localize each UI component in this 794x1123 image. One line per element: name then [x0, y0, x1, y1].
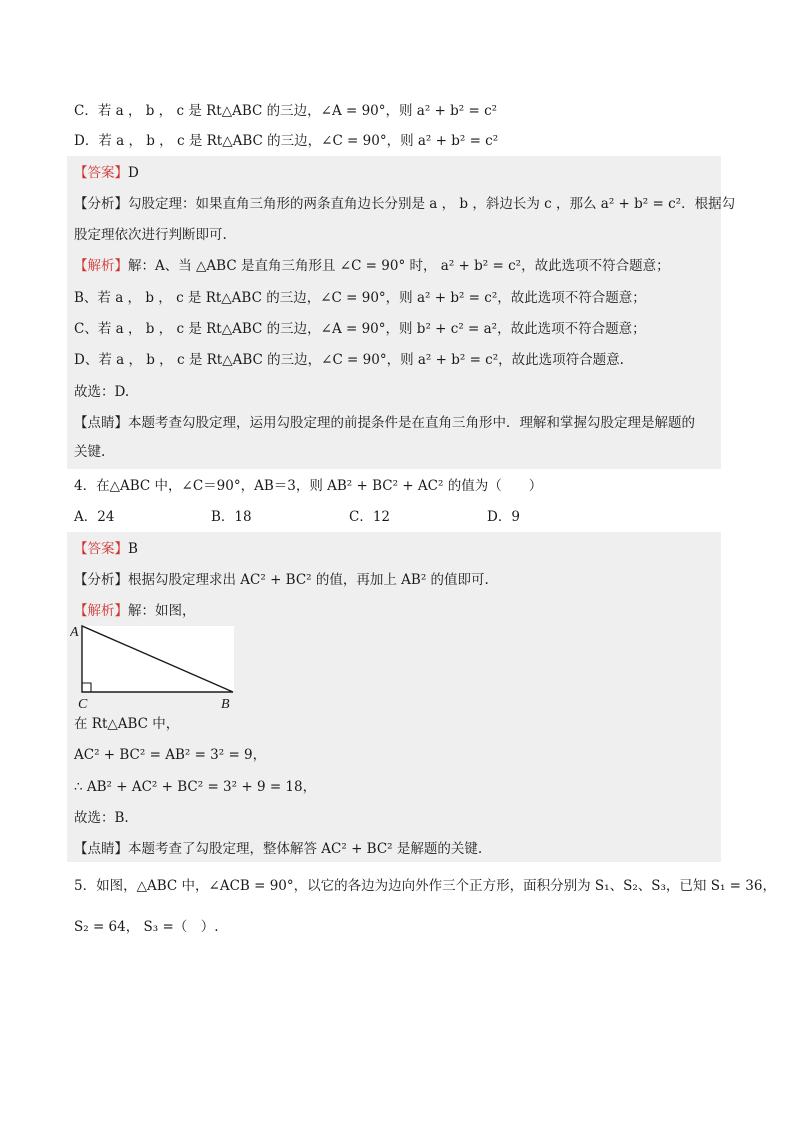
q4-answer-line — [74, 539, 138, 559]
comment-tag: 【点睛】 — [74, 415, 128, 431]
q3-comment-line-2: 关键. — [74, 444, 106, 460]
q3-answer-line — [74, 163, 139, 183]
solution-text: 解：A、当 △ABC 是直角三角形且 ∠C = 90° 时， a² + b² = c²，故此选项不符合题意； — [128, 258, 670, 274]
q5-line-1: 5．如图，△ABC 中，∠ACB = 90°，以它的各边为边向外作三个正方形，面积分别为 S₁、S₂、S₃，已知 S₁ = 36， — [74, 878, 776, 894]
q3-option-c: C．若 a ， b ， c 是 Rt△ABC 的三边，∠A = 90°，则 a² + b² = c² — [74, 103, 498, 119]
q4-option-d: D．9 — [487, 509, 520, 525]
q3-option-d: D．若 a ， b ， c 是 Rt△ABC 的三边，∠C = 90°，则 a² + b² = c² — [74, 133, 499, 149]
q4-question: 4．在△ABC 中，∠C＝90°，AB＝3，则 AB² + BC² + AC² 的值为（ ） — [74, 478, 543, 494]
q5-line-2: S₂ = 64， S₃ =（ ）. — [74, 919, 219, 935]
analysis-text: 勾股定理：如果直角三角形的两条直角边长分别是 a ， b ，斜边长为 c ，那么 a² + b² = c²．根据勾 — [128, 196, 736, 212]
analysis-text: 根据勾股定理求出 AC² + BC² 的值，再加上 AB² 的值即可. — [128, 572, 489, 588]
q3-solution-line-2: B、若 a ， b ， c 是 Rt△ABC 的三边，∠C = 90°，则 a² + b² = c²，故此选项不符合题意； — [74, 290, 646, 306]
q4-step-2: AC² + BC² = AB² = 3² = 9， — [74, 747, 267, 763]
q4-choose: 故选：B. — [74, 810, 129, 826]
label-b: B — [221, 697, 230, 712]
comment-text: 本题考查了勾股定理，整体解答 AC² + BC² 是解题的关键. — [128, 841, 483, 857]
q4-comment-line — [74, 839, 482, 859]
answer-value: D — [128, 165, 139, 181]
q4-option-a: A．24 — [74, 509, 115, 525]
comment-tag: 【点睛】 — [74, 841, 128, 857]
answer-tag: 【答案】 — [74, 541, 128, 557]
q3-comment-line-1 — [74, 413, 695, 433]
analysis-tag: 【分析】 — [74, 196, 128, 212]
solution-text: 解：如图， — [128, 603, 196, 619]
q4-analysis-line — [74, 570, 489, 590]
solution-tag: 【解析】 — [74, 603, 128, 619]
label-c: C — [78, 697, 88, 712]
q3-analysis-line-1 — [74, 194, 735, 214]
q4-step-1: 在 Rt△ABC 中， — [74, 716, 180, 732]
q4-solution-line — [74, 601, 196, 621]
q4-option-b: B．18 — [211, 509, 252, 525]
analysis-tag: 【分析】 — [74, 572, 128, 588]
answer-tag: 【答案】 — [74, 165, 128, 181]
q4-step-3: ∴ AB² + AC² + BC² = 3² + 9 = 18， — [74, 779, 317, 795]
q3-analysis-line-2: 股定理依次进行判断即可. — [74, 227, 227, 243]
right-triangle-figure — [70, 622, 238, 712]
solution-tag: 【解析】 — [74, 258, 128, 274]
q3-solution-line-4: D、若 a ， b ， c 是 Rt△ABC 的三边，∠C = 90°，则 a² + b² = c²，故此选项符合题意. — [74, 352, 624, 368]
q4-option-c: C．12 — [349, 509, 391, 525]
comment-text: 本题考查勾股定理，运用勾股定理的前提条件是在直角三角形中．理解和掌握勾股定理是解题的 — [128, 415, 695, 431]
q3-solution-line-3: C、若 a ， b ， c 是 Rt△ABC 的三边，∠A = 90°，则 b² + c² = a²，故此选项不符合题意； — [74, 321, 646, 337]
answer-value: B — [128, 541, 138, 557]
q3-choose: 故选：D. — [74, 384, 130, 400]
q3-solution-line-1 — [74, 256, 670, 276]
label-a: A — [70, 625, 79, 640]
